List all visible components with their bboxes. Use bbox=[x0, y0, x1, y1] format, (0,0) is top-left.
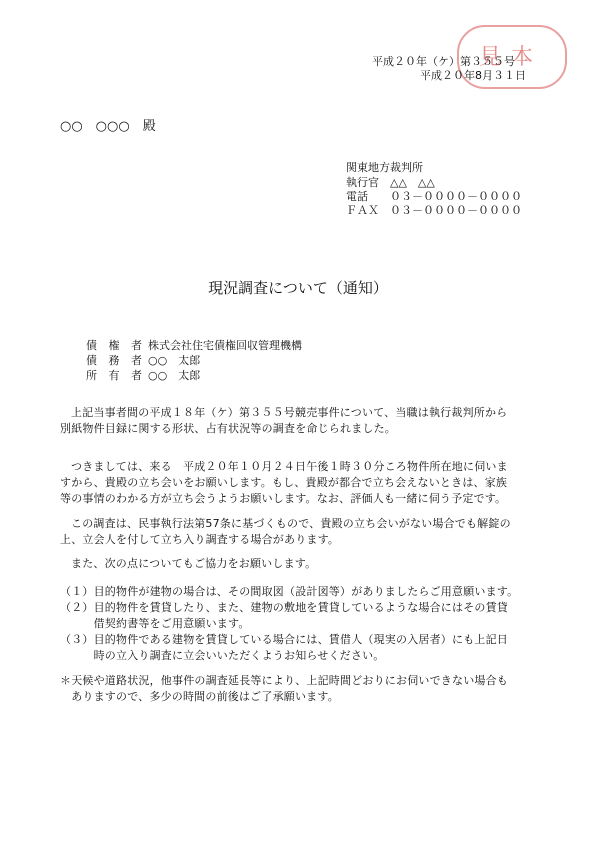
paragraph-line: 等の事情のわかる方が立ち会うようお願いします。なお、評価人も一緒に伺う予定です。 bbox=[60, 492, 507, 505]
paragraph-line: また、次の点についてもご協力をお願いします。 bbox=[71, 557, 317, 570]
document-date: 平成２０年8月３１日 bbox=[420, 69, 526, 82]
party-name: ○○ 太郎 bbox=[148, 354, 201, 367]
party-name: ○○ 太郎 bbox=[148, 369, 201, 382]
paragraph-line: この調査は、民事執行法第57条に基づくもので、貴殿の立ち会いがない場合でも解錠の bbox=[71, 517, 511, 530]
sender-court: 関東地方裁判所 bbox=[346, 161, 423, 174]
paragraph-line: 別紙物件目録に関する形状、占有状況等の調査を命じられました。 bbox=[60, 422, 396, 435]
case-number: 平成２０年（ケ）第３５５号 bbox=[372, 55, 515, 68]
list-item: （３）目的物件である建物を賃貸している場合には、賃借人（現実の入居者）にも上記日 bbox=[60, 633, 508, 646]
paragraph-line: すから、貴殿の立ち会いをお願いします。もし、貴殿が都合で立ち会えないときは、家族 bbox=[60, 476, 508, 489]
document-title: 現況調査について（通知） bbox=[208, 279, 388, 297]
note-line: ありますので、多少の時間の前後はご了承願います。 bbox=[60, 690, 339, 703]
party-row-owner bbox=[86, 368, 200, 384]
list-item: （１）目的物件が建物の場合は、その間取図（設計図等）がありましたらご用意願います。 bbox=[60, 585, 519, 598]
party-label: 所 有 者 bbox=[86, 369, 146, 382]
list-item: （２）目的物件を賃貸したり、また、建物の敷地を賃貸しているような場合にはその賃貸 bbox=[60, 601, 508, 614]
party-label: 債 権 者 bbox=[86, 339, 146, 352]
paragraph-line: 上、立会人を付して立ち入り調査する場合があります。 bbox=[60, 533, 340, 546]
sender-officer: 執行官 △△ △△ bbox=[346, 176, 435, 189]
paragraph-line: つきましては、来る 平成２０年１０月２４日午後１時３０分ころ物件所在地に伺いま bbox=[71, 460, 508, 473]
list-item-continued: 時の立入り調査に立会いいただくようお知らせください。 bbox=[60, 649, 385, 662]
addressee: ○○ ○○○ 殿 bbox=[60, 119, 156, 134]
sender-fax: ＦＡＸ ０３－００００－００００ bbox=[346, 204, 522, 217]
party-row-creditor bbox=[86, 338, 302, 354]
note-line: ＊天候や道路状況，他事件の調査延長等により、上記時間どおりにお伺いできない場合も bbox=[60, 674, 508, 687]
party-name: 株式会社住宅債権回収管理機構 bbox=[148, 339, 302, 352]
party-row-debtor bbox=[86, 353, 200, 369]
party-label: 債 務 者 bbox=[86, 354, 146, 367]
list-item-continued: 借契約書等をご用意願います。 bbox=[60, 617, 250, 630]
sender-phone: 電話 ０３－００００－００００ bbox=[346, 190, 522, 203]
sample-stamp: 見本 bbox=[457, 25, 567, 89]
paragraph-line: 上記当事者間の平成１８年（ケ）第３５５号競売事件について、当職は執行裁判所から bbox=[71, 406, 508, 419]
